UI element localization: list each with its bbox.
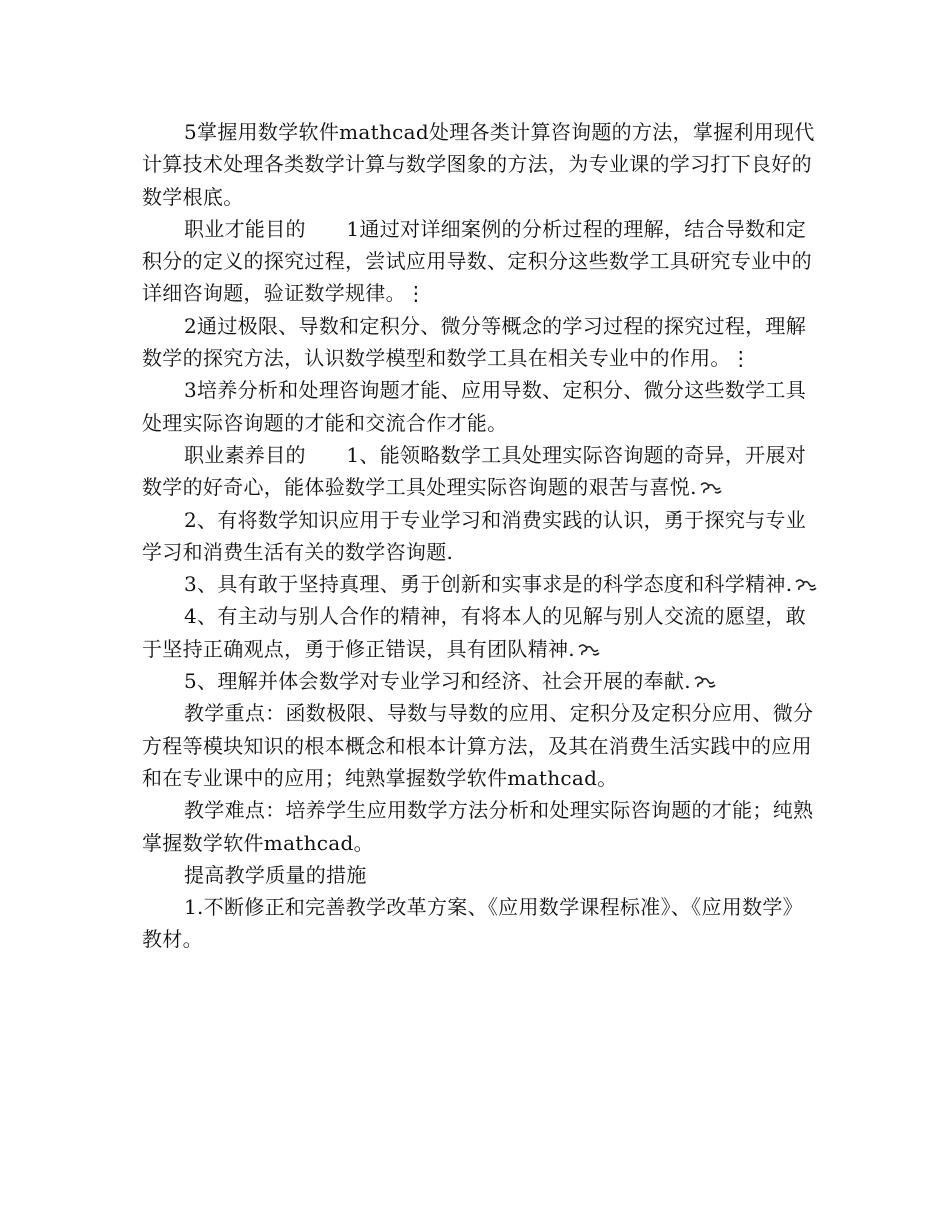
paragraph-text: 3、具有敢于坚持真理、勇于创新和实事求是的科学态度和科学精神. [184, 572, 793, 597]
paragraph-quality-goal-5 [142, 665, 822, 697]
paragraph-mathcad-goal: 5掌握用数学软件mathcad处理各类计算咨询题的方法，掌握利用现代计算技术处理各类数学计算与数学图象的方法，为专业课的学习打下良好的数学根底。 [142, 120, 815, 209]
scribble-mark-icon [577, 642, 601, 658]
scribble-mark-icon [699, 480, 723, 496]
paragraph-quality-goal-1 [142, 439, 822, 504]
paragraph-ability-goal-2: 2通过极限、导数和定积分、微分等概念的学习过程的探究过程，理解数学的探究方法，认识数学模型和数学工具在相关专业中的作用。⋮ [142, 313, 807, 371]
paragraph-text: 职业素养目的 1、能领略数学工具处理实际咨询题的奇异，开展对数学的好奇心，能体验数学工具处理实际咨询题的艰苦与喜悦. [142, 442, 807, 500]
scribble-mark-icon [794, 577, 818, 593]
paragraph-text: 4、有主动与别人合作的精神，有将本人的见解与别人交流的愿望，敢于坚持正确观点，勇于修正错误，具有团队精神. [142, 604, 807, 661]
paragraph-teaching-focus: 教学重点：函数极限、导数与导数的应用、定积分及定积分应用、微分方程等模块知识的根本概念和根本计算方法，及其在消费生活实践中的应用和在专业课中的应用；纯熟掌握数学软件mathcad。 [142, 701, 814, 790]
paragraph-quality-goal-3 [142, 568, 822, 600]
paragraph-ability-goal-3: 3培养分析和处理咨询题才能、应用导数、定积分、微分这些数学工具处理实际咨询题的才能和交流合作才能。 [142, 378, 807, 435]
scribble-mark-icon [693, 674, 717, 690]
paragraph-quality-goal-2: 2、有将数学知识应用于专业学习和消费实践的认识，勇于探究与专业学习和消费生活有关的数学咨询题. [142, 507, 807, 564]
document-body [142, 116, 822, 956]
paragraph-improvement-heading: 提高教学质量的措施 [184, 862, 367, 887]
paragraph-improvement-1: 1.不断修正和完善教学改革方案、《应用数学课程标准》、《应用数学》教材。 [142, 895, 803, 952]
paragraph-quality-goal-4 [142, 600, 822, 665]
paragraph-teaching-difficulty: 教学难点：培养学生应用数学方法分析和处理实际咨询题的才能；纯熟掌握数学软件mathcad。 [142, 798, 814, 855]
paragraph-ability-goal-1: 职业才能目的 1通过对详细案例的分析过程的理解，结合导数和定积分的定义的探究过程，尝试应用导数、定积分这些数学工具研究专业中的详细咨询题，验证数学规律。⋮ [142, 216, 812, 306]
paragraph-text: 5、理解并体会数学对专业学习和经济、社会开展的奉献. [184, 669, 691, 694]
